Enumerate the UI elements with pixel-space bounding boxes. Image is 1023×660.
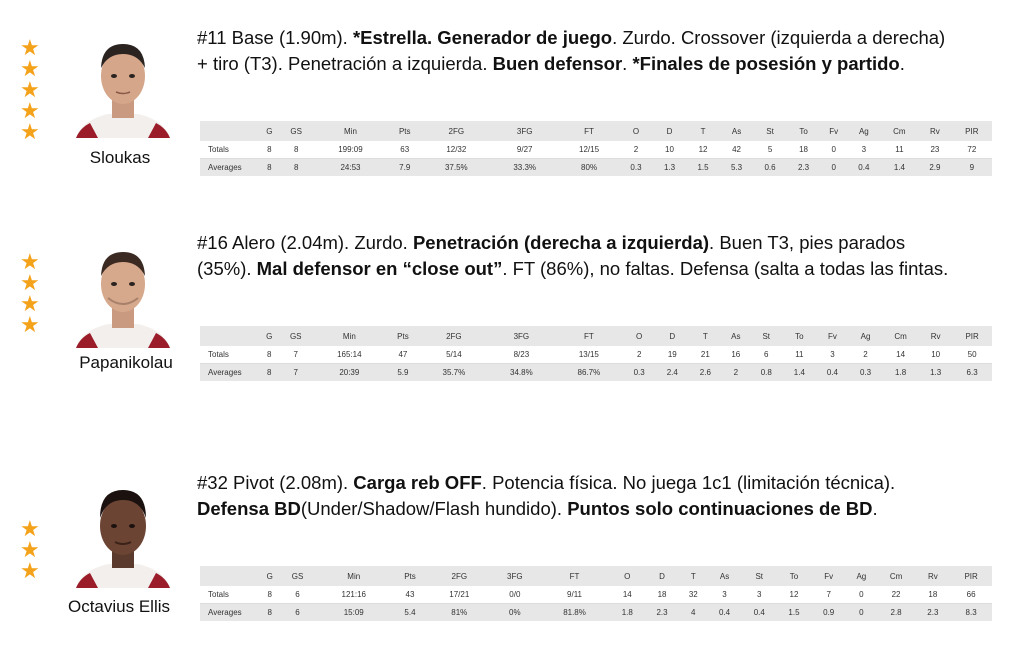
stats-table [200, 566, 992, 621]
stats-cell: 3 [742, 586, 777, 604]
stats-header-cell: Ag [849, 326, 882, 346]
stats-cell: 15:09 [316, 604, 392, 622]
stats-cell: 22 [877, 586, 916, 604]
stats-cell: 9 [952, 159, 992, 177]
player-name: Sloukas [89, 148, 151, 167]
stats-header-cell: Ag [846, 566, 877, 586]
stats-cell: 50 [952, 346, 992, 364]
stats-cell: 1.4 [881, 159, 919, 177]
star-icon: ★ [20, 292, 40, 317]
stats-row-averages [200, 604, 992, 622]
stats-header-cell: G [260, 326, 279, 346]
stats-cell: 11 [881, 141, 919, 159]
star-icon: ★ [20, 99, 40, 124]
stats-cell: 10 [653, 141, 687, 159]
stats-cell: 2 [722, 364, 750, 382]
description-text: . [622, 53, 633, 74]
stats-header-cell: T [686, 121, 720, 141]
stats-header-row [200, 326, 992, 346]
stats-row-totals [200, 346, 992, 364]
description-text: #11 Base (1.90m). [197, 27, 353, 48]
stats-cell: 42 [720, 141, 754, 159]
stats-row-label: Totals [200, 586, 260, 604]
stats-cell: 17/21 [428, 586, 491, 604]
stats-header-cell: Cm [877, 566, 916, 586]
rating-stars [20, 38, 40, 143]
stats-header-cell: Min [314, 121, 388, 141]
stats-cell: 66 [950, 586, 992, 604]
stats-cell: 2.8 [877, 604, 916, 622]
stats-cell: 1.3 [919, 364, 952, 382]
stats-header-cell: To [783, 326, 816, 346]
stats-header-corner [200, 326, 260, 346]
stats-cell: 18 [916, 586, 951, 604]
stats-cell: 9/27 [491, 141, 559, 159]
stats-cell: 6 [279, 604, 315, 622]
stats-header-cell: 2FG [422, 121, 490, 141]
stats-cell: 80% [559, 159, 619, 177]
stats-cell: 9/11 [539, 586, 610, 604]
rating-stars [20, 519, 40, 582]
stats-cell: 13/15 [555, 346, 623, 364]
stats-cell: 12 [777, 586, 812, 604]
stats-cell: 35.7% [420, 364, 488, 382]
stats-cell: 14 [610, 586, 645, 604]
stats-cell: 6.3 [952, 364, 992, 382]
stats-header-cell: 3FG [491, 121, 559, 141]
stats-cell: 0.4 [742, 604, 777, 622]
star-icon: ★ [20, 120, 40, 145]
stats-cell: 2.3 [787, 159, 821, 177]
description-highlight: Penetración (derecha a izquierda) [412, 232, 710, 253]
stats-header-cell: As [722, 326, 750, 346]
stats-header-cell: O [619, 121, 653, 141]
stats-header-cell: 3FG [488, 326, 556, 346]
description-text: . FT (86%), no faltas. Defensa (salta a todas las fintas. [502, 258, 949, 279]
stats-header-cell: G [260, 566, 279, 586]
stats-cell: 8 [260, 604, 279, 622]
stats-header-cell: To [787, 121, 821, 141]
stats-cell: 199:09 [314, 141, 388, 159]
stats-header-cell: D [656, 326, 689, 346]
stats-cell: 33.3% [491, 159, 559, 177]
stats-header-cell: T [689, 326, 722, 346]
description-highlight: Buen defensor [492, 53, 623, 74]
stats-header-corner [200, 121, 260, 141]
stats-header-cell: Rv [919, 326, 952, 346]
stats-cell: 2.9 [918, 159, 952, 177]
stats-cell: 8/23 [488, 346, 556, 364]
description-highlight: *Estrella. Generador de juego [352, 27, 613, 48]
stats-cell: 8 [260, 346, 279, 364]
stats-cell: 0 [820, 159, 847, 177]
stats-cell: 23 [918, 141, 952, 159]
stats-header-cell: St [750, 326, 783, 346]
stats-cell: 2.3 [645, 604, 680, 622]
stats-cell: 12 [686, 141, 720, 159]
stats-cell: 7.9 [387, 159, 422, 177]
description-text: . [899, 53, 905, 74]
stats-cell: 1.8 [610, 604, 645, 622]
player-name: Papanikolau [79, 353, 173, 372]
stats-header-cell: 2FG [428, 566, 491, 586]
description-text: . Potencia física. No juega 1c1 (limitación técnica). [481, 472, 896, 493]
stats-header-cell: PIR [952, 326, 992, 346]
player-description [197, 25, 957, 77]
star-icon: ★ [20, 57, 40, 82]
star-icon: ★ [20, 271, 40, 296]
stats-header-cell: Fv [816, 326, 849, 346]
stats-header-cell: O [610, 566, 645, 586]
description-text: . Buen T3, pies parados (35%). [197, 232, 906, 279]
stats-header-cell: Cm [881, 121, 919, 141]
stats-cell: 6 [750, 346, 783, 364]
stats-cell: 11 [783, 346, 816, 364]
stats-row-totals [200, 586, 992, 604]
description-highlight: Defensa BD [197, 498, 301, 519]
stats-header-cell: GS [279, 326, 313, 346]
description-text: #32 Pivot (2.08m). [197, 472, 354, 493]
stats-header-cell: GS [279, 121, 314, 141]
stats-header-cell: Cm [882, 326, 919, 346]
stats-cell: 8 [260, 586, 279, 604]
stats-header-cell: FT [555, 326, 623, 346]
stats-cell: 8 [260, 141, 279, 159]
stats-cell: 47 [386, 346, 420, 364]
stats-cell: 14 [882, 346, 919, 364]
description-highlight: Puntos solo continuaciones de BD [567, 498, 873, 519]
stats-header-cell: Rv [916, 566, 951, 586]
stats-header-cell: To [777, 566, 812, 586]
stats-cell: 2.4 [656, 364, 689, 382]
stats-row-averages [200, 364, 992, 382]
stats-header-cell: Pts [386, 326, 420, 346]
stats-cell: 37.5% [422, 159, 490, 177]
stats-cell: 81.8% [539, 604, 610, 622]
description-text: . Zurdo. Crossover (izquierda a derecha) + tiro (T3). Penetración a izquierda. [197, 27, 946, 74]
player-name: Octavius Ellis [67, 597, 171, 616]
stats-cell: 8.3 [950, 604, 992, 622]
description-text: . [872, 498, 878, 519]
stats-cell: 0.3 [623, 364, 656, 382]
stats-header-cell: T [679, 566, 707, 586]
stats-cell: 3 [707, 586, 742, 604]
stats-cell: 5.9 [386, 364, 420, 382]
stats-header-cell: Fv [811, 566, 846, 586]
stats-header-cell: PIR [952, 121, 992, 141]
stats-cell: 2.3 [916, 604, 951, 622]
stats-cell: 1.3 [653, 159, 687, 177]
stats-cell: 43 [392, 586, 428, 604]
stats-cell: 5.3 [720, 159, 754, 177]
stats-header-cell: St [742, 566, 777, 586]
stats-cell: 2 [849, 346, 882, 364]
stats-header-cell: Min [313, 326, 386, 346]
stats-cell: 0.6 [753, 159, 787, 177]
stats-row-label: Averages [200, 604, 260, 622]
star-icon: ★ [20, 250, 40, 275]
stats-cell: 2 [623, 346, 656, 364]
stats-header-cell: Rv [918, 121, 952, 141]
stats-cell: 86.7% [555, 364, 623, 382]
stats-cell: 5.4 [392, 604, 428, 622]
stats-header-cell: St [753, 121, 787, 141]
player-headshot [68, 478, 178, 588]
stats-cell: 21 [689, 346, 722, 364]
stats-table [200, 121, 992, 176]
stats-cell: 0.8 [750, 364, 783, 382]
star-icon: ★ [20, 313, 40, 338]
stats-cell: 0 [846, 586, 877, 604]
stats-header-cell: 3FG [491, 566, 540, 586]
stats-cell: 34.8% [488, 364, 556, 382]
stats-cell: 10 [919, 346, 952, 364]
stats-row-totals [200, 141, 992, 159]
rating-stars [20, 252, 40, 336]
stats-cell: 0.9 [811, 604, 846, 622]
stats-header-cell: D [653, 121, 687, 141]
stats-header-cell: Ag [847, 121, 881, 141]
stats-header-cell: As [707, 566, 742, 586]
stats-cell: 2.6 [689, 364, 722, 382]
star-icon: ★ [20, 517, 40, 542]
stats-header-cell: As [720, 121, 754, 141]
stats-cell: 5 [753, 141, 787, 159]
stats-header-corner [200, 566, 260, 586]
star-icon: ★ [20, 559, 40, 584]
stats-cell: 3 [816, 346, 849, 364]
stats-cell: 6 [279, 586, 315, 604]
stats-header-cell: 2FG [420, 326, 488, 346]
stats-cell: 1.5 [777, 604, 812, 622]
stats-cell: 3 [847, 141, 881, 159]
stats-cell: 0 [820, 141, 847, 159]
stats-cell: 8 [279, 141, 314, 159]
stats-header-cell: FT [559, 121, 619, 141]
stats-header-cell: O [623, 326, 656, 346]
stats-cell: 16 [722, 346, 750, 364]
stats-cell: 0.3 [619, 159, 653, 177]
player-headshot [68, 238, 178, 348]
stats-cell: 0.3 [849, 364, 882, 382]
stats-header-cell: G [260, 121, 279, 141]
stats-header-cell: D [645, 566, 680, 586]
stats-header-cell: PIR [950, 566, 992, 586]
description-text: #16 Alero (2.04m). Zurdo. [197, 232, 413, 253]
stats-cell: 0/0 [491, 586, 540, 604]
stats-cell: 121:16 [316, 586, 392, 604]
stats-cell: 18 [787, 141, 821, 159]
stats-cell: 24:53 [314, 159, 388, 177]
stats-cell: 7 [279, 346, 313, 364]
stats-cell: 0 [846, 604, 877, 622]
stats-header-cell: Pts [387, 121, 422, 141]
stats-cell: 81% [428, 604, 491, 622]
stats-cell: 1.5 [686, 159, 720, 177]
stats-cell: 8 [279, 159, 314, 177]
stats-cell: 0.4 [847, 159, 881, 177]
star-icon: ★ [20, 36, 40, 61]
stats-header-cell: Pts [392, 566, 428, 586]
stats-cell: 18 [645, 586, 680, 604]
stats-cell: 19 [656, 346, 689, 364]
stats-header-cell: GS [279, 566, 315, 586]
stats-cell: 63 [387, 141, 422, 159]
description-highlight: Carga reb OFF [353, 472, 482, 493]
stats-row-averages [200, 159, 992, 177]
stats-table [200, 326, 992, 381]
stats-cell: 72 [952, 141, 992, 159]
stats-row-label: Averages [200, 159, 260, 177]
stats-cell: 2 [619, 141, 653, 159]
player-headshot [68, 28, 178, 138]
star-icon: ★ [20, 78, 40, 103]
stats-header-cell: FT [539, 566, 610, 586]
stats-cell: 8 [260, 159, 279, 177]
stats-cell: 20:39 [313, 364, 386, 382]
stats-header-row [200, 566, 992, 586]
description-highlight: *Finales de posesión y partido [632, 53, 900, 74]
player-description [197, 470, 957, 522]
stats-row-label: Averages [200, 364, 260, 382]
stats-cell: 32 [679, 586, 707, 604]
description-highlight: Mal defensor en “close out” [256, 258, 503, 279]
stats-cell: 12/15 [559, 141, 619, 159]
stats-row-label: Totals [200, 141, 260, 159]
stats-cell: 1.8 [882, 364, 919, 382]
stats-header-row [200, 121, 992, 141]
stats-cell: 0.4 [707, 604, 742, 622]
stats-cell: 5/14 [420, 346, 488, 364]
player-description [197, 230, 957, 282]
stats-header-cell: Min [316, 566, 392, 586]
stats-header-cell: Fv [820, 121, 847, 141]
stats-cell: 165:14 [313, 346, 386, 364]
stats-cell: 8 [260, 364, 279, 382]
description-text: (Under/Shadow/Flash hundido). [300, 498, 568, 519]
stats-cell: 0.4 [816, 364, 849, 382]
stats-cell: 7 [279, 364, 313, 382]
stats-cell: 0% [491, 604, 540, 622]
stats-cell: 12/32 [422, 141, 490, 159]
stats-cell: 4 [679, 604, 707, 622]
stats-cell: 7 [811, 586, 846, 604]
stats-cell: 1.4 [783, 364, 816, 382]
stats-row-label: Totals [200, 346, 260, 364]
star-icon: ★ [20, 538, 40, 563]
